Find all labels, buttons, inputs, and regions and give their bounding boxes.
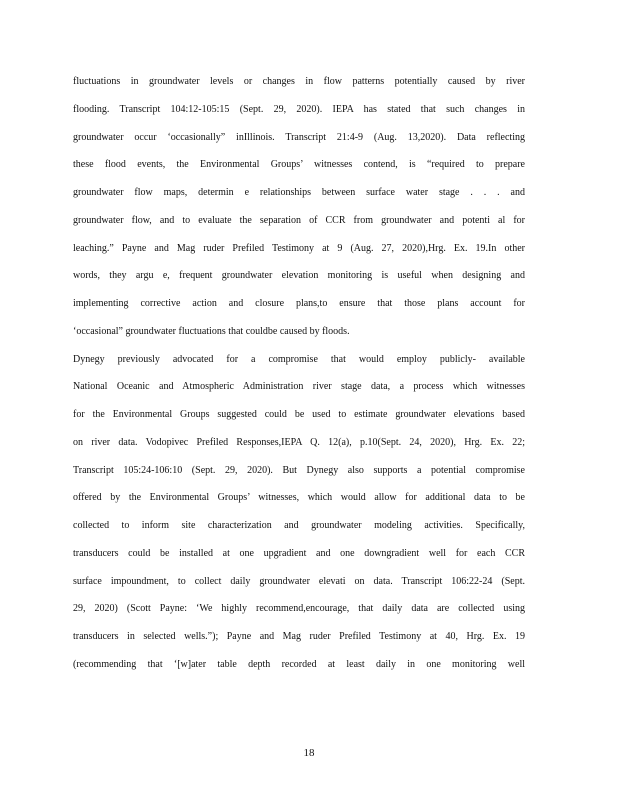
text-line: implementing corrective action and closure plans,to ensure that those plans account for [73, 298, 525, 309]
text-line: flooding. Transcript 104:12-105:15 (Sept. 29, 2020). IEPA has stated that such changes in [73, 103, 525, 115]
text-line: for the Environmental Groups suggested could be used to estimate groundwater elevations based [73, 409, 525, 420]
text-line: offered by the Environmental Groups’ witnesses, which would allow for additional data to be [73, 492, 525, 504]
text-line: Transcript 105:24-106:10 (Sept. 29, 2020). But Dynegy also supports a potential compromise [73, 464, 525, 476]
text-line: on river data. Vodopivec Prefiled Responses,IEPA Q. 12(a), p.10(Sept. 24, 2020), Hrg. Ex. 22; [73, 436, 525, 448]
body-text [73, 68, 525, 679]
text-line: 29, 2020) (Scott Payne: ‘We highly recommend,encourage, that daily data are collected using [73, 603, 525, 615]
text-line: groundwater flow, and to evaluate the separation of CCR from groundwater and potenti al for [73, 214, 525, 226]
text-line: transducers could be installed at one upgradient and one downgradient well for each CCR [73, 547, 525, 559]
text-line: National Oceanic and Atmospheric Administration river stage data, a process which witnesses [73, 381, 525, 393]
text-line: transducers in selected wells.”); Payne and Mag ruder Prefiled Testimony at 40, Hrg. Ex. 19 [73, 631, 525, 642]
text-line: words, they argu e, frequent groundwater elevation monitoring is useful when designing and [73, 270, 525, 282]
text-line: surface impoundment, to collect daily groundwater elevati on data. Transcript 106:22-24 (Sept. [73, 575, 525, 587]
page-number: 18 [303, 747, 315, 759]
paragraph-last-line: ‘occasional” groundwater fluctuations that couldbe caused by floods. [73, 325, 350, 337]
text-line: leaching.” Payne and Mag ruder Prefiled Testimony at 9 (Aug. 27, 2020),Hrg. Ex. 19.In other [73, 242, 525, 254]
text-line: fluctuations in groundwater levels or changes in flow patterns potentially caused by river [73, 76, 525, 87]
text-line: these flood events, the Environmental Groups’ witnesses contend, is “required to prepare [73, 159, 525, 171]
text-line: collected to inform site characterization and groundwater modeling activities. Specifically, [73, 520, 525, 531]
paragraph-first-line: Dynegy previously advocated for a compromise that would employ publicly- available [73, 353, 525, 365]
text-line: groundwater flow maps, determin e relationships between surface water stage . . . and [73, 187, 525, 198]
text-line: (recommending that ‘[w]ater table depth recorded at least daily in one monitoring well [73, 658, 525, 670]
text-line: groundwater occur ‘occasionally” inIllinois. Transcript 21:4-9 (Aug. 13,2020). Data reflecting [73, 131, 525, 143]
